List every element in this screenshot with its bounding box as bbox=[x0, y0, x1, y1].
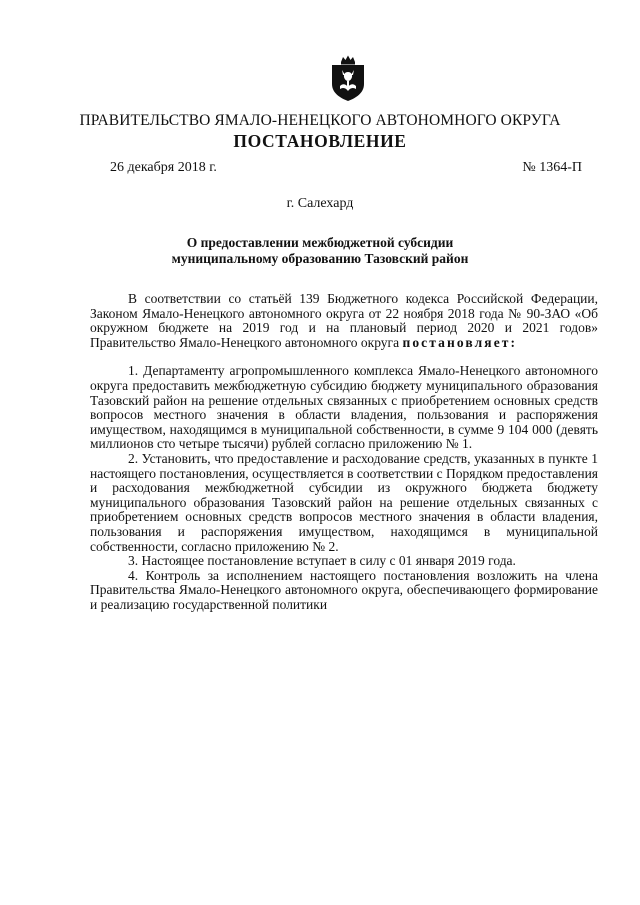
document-subject bbox=[0, 235, 640, 266]
item-3-paragraph: 3. Настоящее постановление вступает в силу с 01 января 2019 года. bbox=[128, 553, 516, 569]
yamal-nenets-coat-of-arms-icon bbox=[328, 54, 368, 102]
preamble-text: В соответствии со статьёй 139 Бюджетного кодекса Российской Федерации, Законом Ямало-Ненецкого автономного округа от 22 ноября 2018 года № 90-ЗАО «Об окружном бюджете на 2019 год и на плановый период 2020 и 2021 годов» Правительство Ямало-Ненецкого автономного округа bbox=[90, 291, 598, 350]
document-body bbox=[90, 292, 598, 612]
item-1-paragraph: 1. Департаменту агропромышленного комплекса Ямало-Ненецкого автономного округа предоставить межбюджетную субсидию бюджету муниципального образования Тазовский район на решение отдельных связанных с приобретением основных средств вопросов местного значения в области владения, пользования и распоряжения имуществом, находящимся в муниципальной собственности, в сумме 9 104 000 (девять миллионов сто четыре тысячи) рублей согласно приложению № 1. bbox=[90, 363, 598, 452]
item-2-paragraph: 2. Установить, что предоставление и расходование средств, указанных в пункте 1 настоящего постановления, осуществляется в соответствии с Порядком предоставления и расходования межбюджетной субсидии из окружного бюджета бюджету муниципального образования Тазовский район на решение отдельных связанных с приобретением основных средств вопросов местного значения в области владения, пользования и распоряжения имуществом, находящимся в муниципальной собственности, согласно приложению № 2. bbox=[90, 450, 598, 554]
preamble-paragraph bbox=[90, 292, 598, 350]
item-4-paragraph: 4. Контроль за исполнением настоящего постановления возложить на члена Правительства Ямало-Ненецкого автономного округа, обеспечивающего формирование и реализацию государственной политики bbox=[90, 567, 598, 612]
document-date: 26 декабря 2018 г. bbox=[110, 160, 217, 175]
document-type: ПОСТАНОВЛЕНИЕ bbox=[233, 131, 407, 151]
document-number: № 1364-П bbox=[522, 160, 582, 175]
government-title: ПРАВИТЕЛЬСТВО ЯМАЛО-НЕНЕЦКОГО АВТОНОМНОГО ОКРУГА bbox=[79, 112, 561, 129]
document-city: г. Салехард bbox=[286, 196, 354, 211]
decree-word: постановляет: bbox=[402, 334, 518, 350]
subject-line-1: О предоставлении межбюджетной субсидии bbox=[186, 235, 454, 250]
subject-line-2: муниципальному образованию Тазовский район bbox=[171, 250, 469, 266]
